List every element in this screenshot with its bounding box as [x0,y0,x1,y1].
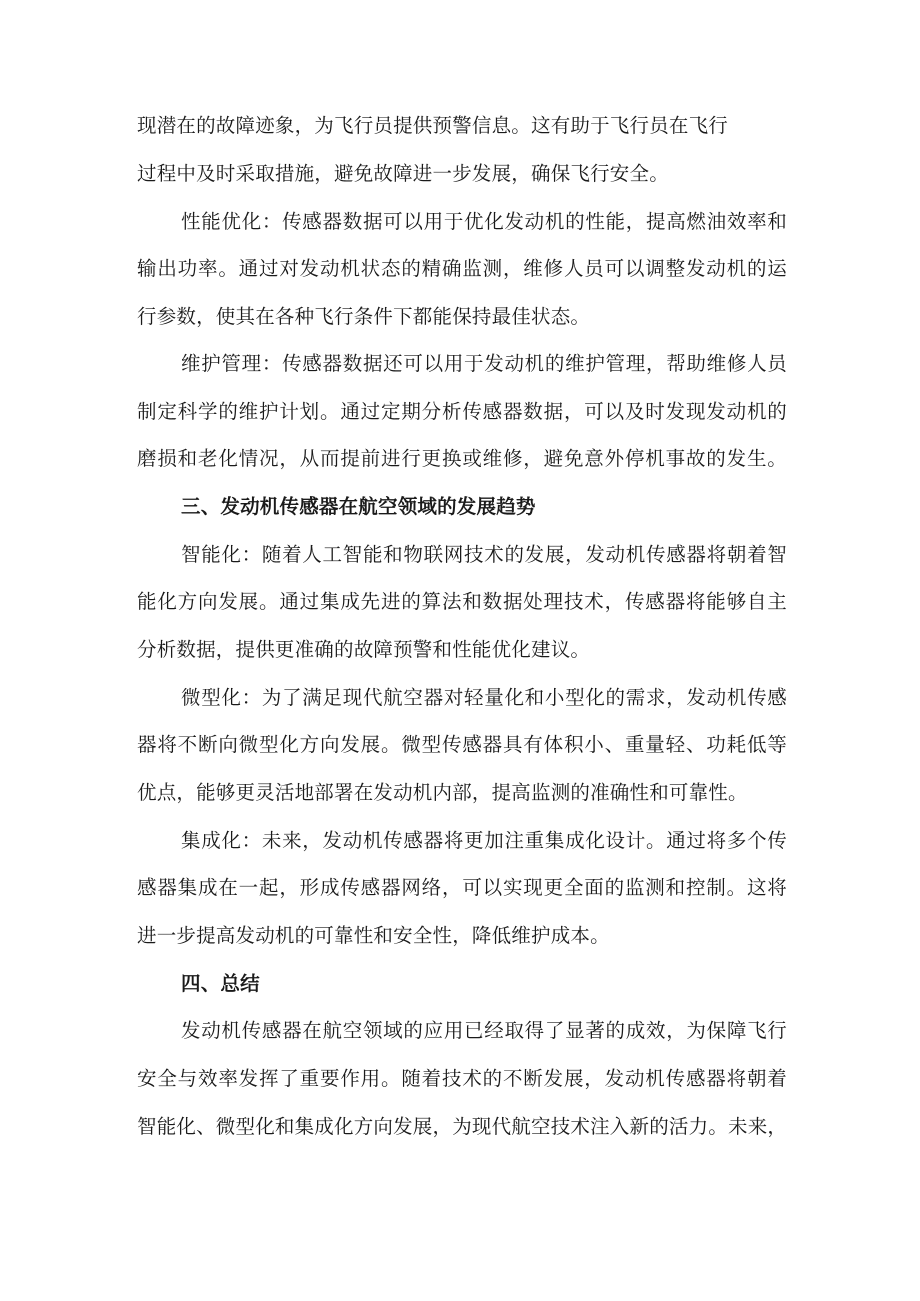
text-line: 安全与效率发挥了重要作用。随着技术的不断发展，发动机传感器将朝着 [137,1067,787,1090]
text-line: 制定科学的维护计划。通过定期分析传感器数据，可以及时发现发动机的 [137,400,787,423]
paragraph-performance-optimization: 性能优化：传感器数据可以用于优化发动机的性能，提高燃油效率和 [181,210,787,233]
paragraph-miniaturization: 微型化：为了满足现代航空器对轻量化和小型化的需求，发动机传感 [181,686,787,709]
text-line: 过程中及时采取措施，避免故障进一步发展，确保飞行安全。 [137,162,669,185]
paragraph-intelligence: 智能化：随着人工智能和物联网技术的发展，发动机传感器将朝着智 [181,543,787,566]
text-line: 输出功率。通过对发动机状态的精确监测，维修人员可以调整发动机的运 [137,257,787,280]
section-heading-trends: 三、发动机传感器在航空领域的发展趋势 [181,495,536,518]
text-line: 优点，能够更灵活地部署在发动机内部，提高监测的准确性和可靠性。 [137,781,748,804]
text-line: 现潜在的故障迹象，为飞行员提供预警信息。这有助于飞行员在飞行 [137,114,729,137]
paragraph-summary: 发动机传感器在航空领域的应用已经取得了显著的成效，为保障飞行 [181,1019,787,1042]
text-line: 行参数，使其在各种飞行条件下都能保持最佳状态。 [137,305,591,328]
text-line: 器将不断向微型化方向发展。微型传感器具有体积小、重量轻、功耗低等 [137,733,787,756]
paragraph-integration: 集成化：未来，发动机传感器将更加注重集成化设计。通过将多个传 [181,829,787,852]
section-heading-summary: 四、总结 [181,972,260,995]
text-line: 进一步提高发动机的可靠性和安全性，降低维护成本。 [137,924,610,947]
text-line: 感器集成在一起，形成传感器网络，可以实现更全面的监测和控制。这将 [137,876,787,899]
paragraph-maintenance-management: 维护管理：传感器数据还可以用于发动机的维护管理，帮助维修人员 [181,352,787,375]
text-line: 分析数据，提供更准确的故障预警和性能优化建议。 [137,638,591,661]
text-line: 智能化、微型化和集成化方向发展，为现代航空技术注入新的活力。未来， [137,1115,788,1138]
text-line: 能化方向发展。通过集成先进的算法和数据处理技术，传感器将能够自主 [137,590,787,613]
text-line: 磨损和老化情况，从而提前进行更换或维修，避免意外停机事故的发生。 [137,447,787,470]
